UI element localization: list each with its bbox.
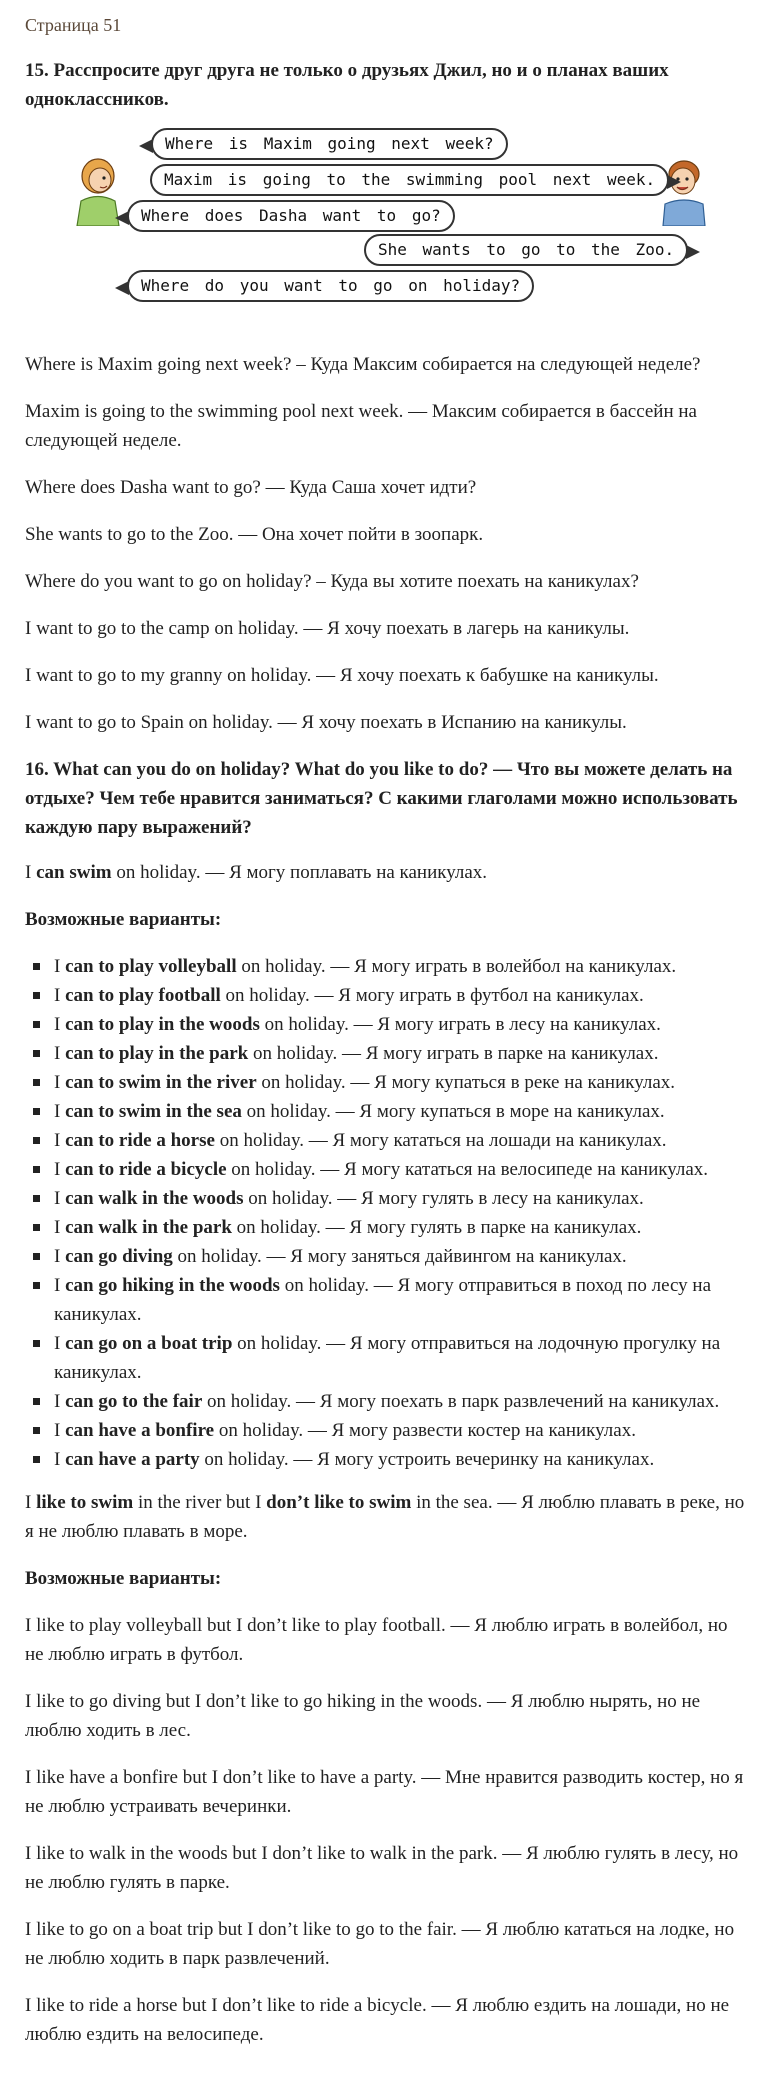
list-item: I can to swim in the river on holiday. — Я могу купаться в реке на каникулах. [54, 1068, 750, 1097]
list-item: I can to ride a bicycle on holiday. — Я могу кататься на велосипеде на каникулах. [54, 1155, 750, 1184]
list-item: I can to play in the park on holiday. — Я могу играть в парке на каникулах. [54, 1039, 750, 1068]
list-item: I can to play volleyball on holiday. — Я могу играть в волейбол на каникулах. [54, 952, 750, 981]
speech-bubble-4: She wants to go to the Zoo. [364, 234, 688, 266]
speech-bubble-2: Maxim is going to the swimming pool next week. [150, 164, 669, 196]
speech-bubble-5: Where do you want to go on holiday? [127, 270, 534, 302]
translation-line: Where do you want to go on holiday? – Куда вы хотите поехать на каникулах? [25, 571, 639, 592]
list-item: I can walk in the woods on holiday. — Я могу гулять в лесу на каникулах. [54, 1184, 750, 1213]
like-variant: I like to ride a horse but I don’t like to ride a bicycle. — Я люблю ездить на лошади, но не люблю ездить на велосипеде. [25, 1995, 730, 2045]
list-item: I can go diving on holiday. — Я могу заняться дайвингом на каникулах. [54, 1242, 750, 1271]
list-item: I can to swim in the sea on holiday. — Я могу купаться в море на каникулах. [54, 1097, 750, 1126]
list-item: I can go to the fair on holiday. — Я могу поехать в парк развлечений на каникулах. [54, 1387, 750, 1416]
list-item: I can walk in the park on holiday. — Я могу гулять в парке на каникулах. [54, 1213, 750, 1242]
list-item: I can to play football on holiday. — Я могу играть в футбол на каникулах. [54, 981, 750, 1010]
list-item: I can have a bonfire on holiday. — Я могу развести костер на каникулах. [54, 1416, 750, 1445]
exercise-16-heading: 16. What can you do on holiday? What do you like to do? — Что вы можете делать на отдыхе? Чем тебе нравится заниматься? С какими глаголами можно использовать каждую пару выражений? [25, 759, 738, 838]
like-variant: I like to walk in the woods but I don’t like to walk in the park. — Я люблю гулять в лесу, но не люблю гулять в парке. [25, 1843, 739, 1893]
page-title: Страница 51 [25, 15, 122, 35]
list-item: I can to play in the woods on holiday. — Я могу играть в лесу на каникулах. [54, 1010, 750, 1039]
list-item: I can to ride a horse on holiday. — Я могу кататься на лошади на каникулах. [54, 1126, 750, 1155]
dialogue-illustration [25, 126, 750, 326]
like-variant: I like to go diving but I don’t like to go hiking in the woods. — Я люблю нырять, но не люблю ходить в лес. [25, 1691, 701, 1741]
translation-line: She wants to go to the Zoo. — Она хочет пойти в зоопарк. [25, 524, 484, 545]
example-sentence: I can swim on holiday. — Я могу поплавать на каникулах. [25, 862, 488, 883]
like-example-sentence: I like to swim in the river but I don’t like to swim in the sea. — Я люблю плавать в реке, но я не люблю плавать в море. [25, 1492, 745, 1542]
translation-line: Maxim is going to the swimming pool next week. — Максим собирается в бассейн на следующей неделе. [25, 401, 697, 451]
speech-bubble-1: Where is Maxim going next week? [151, 128, 508, 160]
translation-line: I want to go to Spain on holiday. — Я хочу поехать в Испанию на каникулы. [25, 712, 627, 733]
like-variant: I like to go on a boat trip but I don’t like to go to the fair. — Я люблю кататься на лодке, но не люблю ходить в парк развлечений. [25, 1919, 735, 1969]
page-content [25, 12, 750, 2067]
boy-illustration [659, 156, 709, 226]
list-item: I can have a party on holiday. — Я могу устроить вечеринку на каникулах. [54, 1445, 750, 1474]
like-variant: I like have a bonfire but I don’t like to have a party. — Мне нравится разводить костер, но я не люблю устраивать вечеринки. [25, 1767, 744, 1817]
variants-label: Возможные варианты: [25, 1568, 222, 1589]
list-item: I can go on a boat trip on holiday. — Я могу отправиться на лодочную прогулку на каникулах. [54, 1329, 750, 1387]
variants-list [25, 952, 750, 1474]
translation-line: I want to go to the camp on holiday. — Я хочу поехать в лагерь на каникулы. [25, 618, 630, 639]
exercise-15-heading: 15. Расспросите друг друга не только о друзьях Джил, но и о планах ваших одноклассников. [25, 60, 669, 110]
like-variant: I like to play volleyball but I don’t like to play football. — Я люблю играть в волейбол, но не люблю играть в футбол. [25, 1615, 728, 1665]
translation-line: Where is Maxim going next week? – Куда Максим собирается на следующей неделе? [25, 354, 701, 375]
list-item: I can go hiking in the woods on holiday. — Я могу отправиться в поход по лесу на каникулах. [54, 1271, 750, 1329]
variants-label: Возможные варианты: [25, 909, 222, 930]
translation-line: I want to go to my granny on holiday. — Я хочу поехать к бабушке на каникулы. [25, 665, 659, 686]
translation-line: Where does Dasha want to go? — Куда Саша хочет идти? [25, 477, 477, 498]
speech-bubble-3: Where does Dasha want to go? [127, 200, 455, 232]
